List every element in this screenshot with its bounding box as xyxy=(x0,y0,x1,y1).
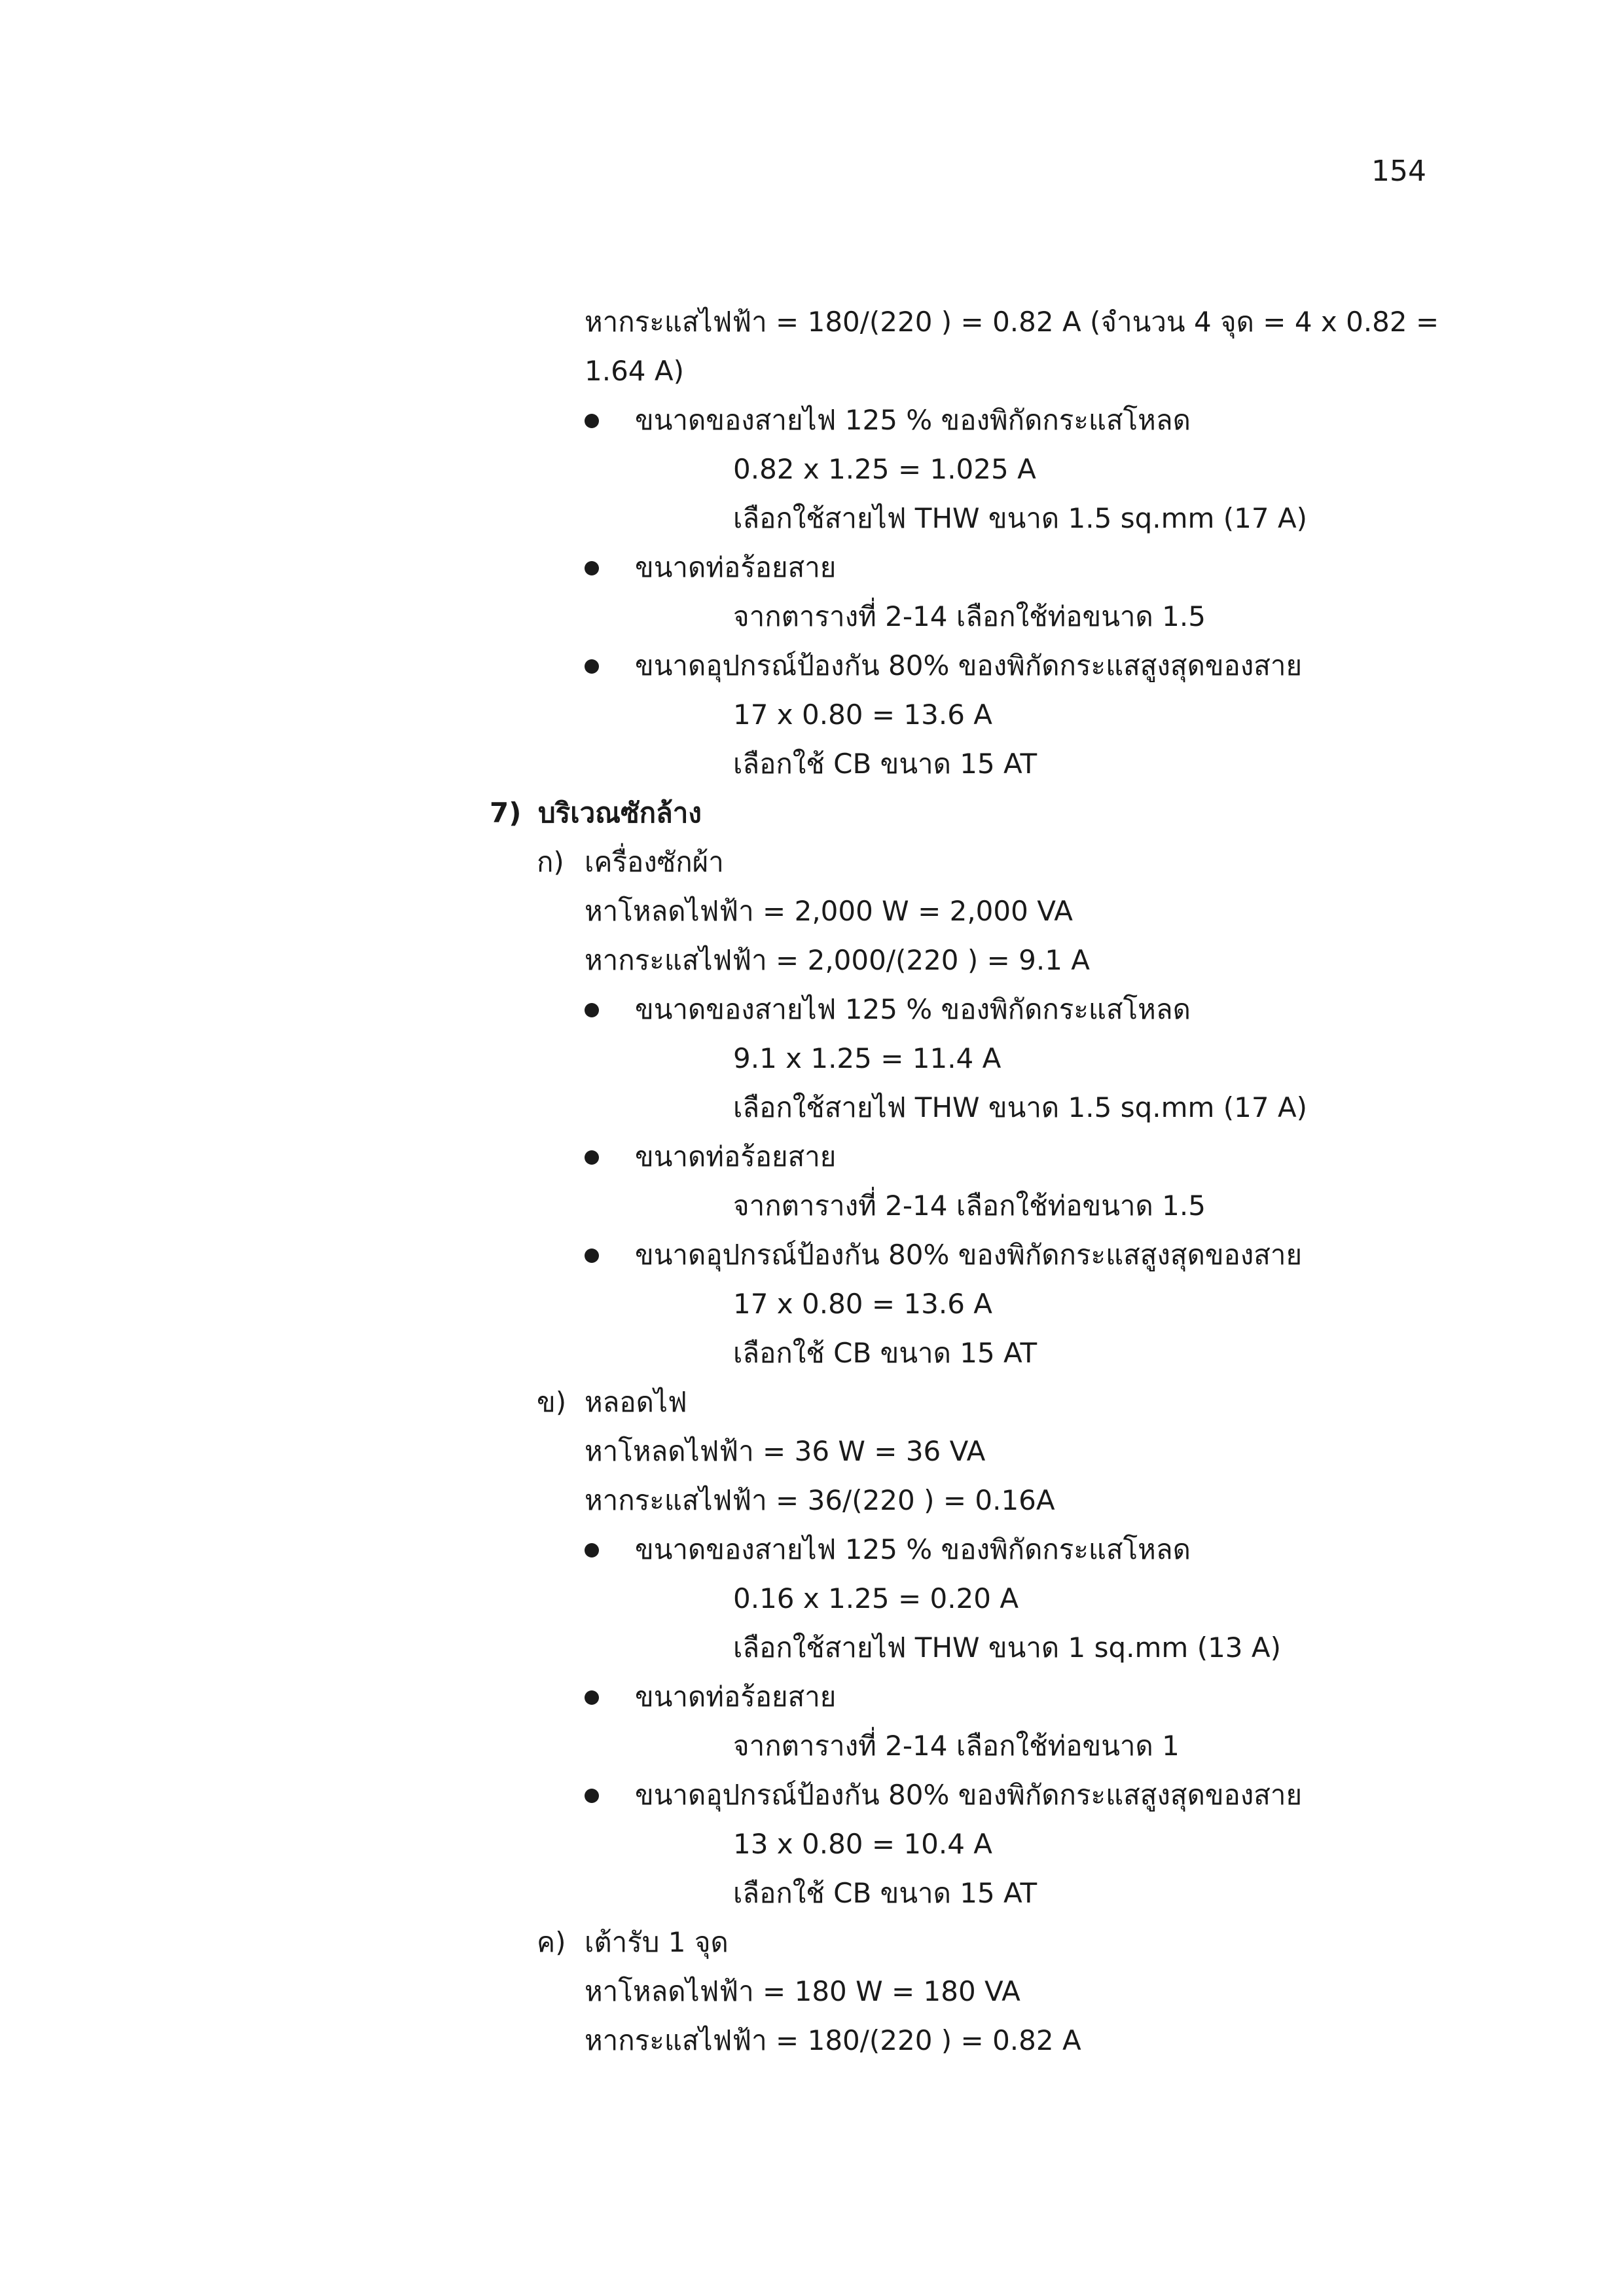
section-number: 7) xyxy=(490,797,522,829)
load-line: หาโหลดไฟฟ้า = 2,000 W = 2,000 VA xyxy=(585,895,1073,927)
calc-line: จากตารางที่ 2-14 เลือกใช้ท่อขนาด 1.5 xyxy=(733,600,1206,632)
calc-line: จากตารางที่ 2-14 เลือกใช้ท่อขนาด 1.5 xyxy=(733,1190,1206,1222)
calc-line: 9.1 x 1.25 = 11.4 A xyxy=(733,1042,1001,1074)
selection-line: เลือกใช้สายไฟ THW ขนาด 1.5 sq.mm (17 A) xyxy=(733,1091,1308,1123)
bullet-icon xyxy=(585,659,599,674)
sub-marker: ค) xyxy=(537,1926,566,1958)
bullet-title: ขนาดของสายไฟ 125 % ของพิกัดกระแสโหลด xyxy=(635,1533,1191,1565)
bullet-icon xyxy=(585,1543,599,1558)
bullet-icon xyxy=(585,561,599,575)
selection-line: เลือกใช้ CB ขนาด 15 AT xyxy=(733,1877,1038,1909)
selection-line: เลือกใช้ CB ขนาด 15 AT xyxy=(733,748,1038,780)
calc-line: 13 x 0.80 = 10.4 A xyxy=(733,1828,993,1860)
sub-marker: ก) xyxy=(537,846,564,878)
calc-line: 17 x 0.80 = 13.6 A xyxy=(733,1288,993,1320)
selection-line: เลือกใช้สายไฟ THW ขนาด 1.5 sq.mm (17 A) xyxy=(733,502,1308,534)
bullet-title: ขนาดท่อร้อยสาย xyxy=(635,1140,837,1173)
bullet-title: ขนาดของสายไฟ 125 % ของพิกัดกระแสโหลด xyxy=(635,404,1191,436)
bullet-title: ขนาดท่อร้อยสาย xyxy=(635,551,837,583)
load-line: หาโหลดไฟฟ้า = 180 W = 180 VA xyxy=(585,1975,1020,2007)
bullet-title: ขนาดของสายไฟ 125 % ของพิกัดกระแสโหลด xyxy=(635,993,1191,1025)
bullet-title: ขนาดอุปกรณ์ป้องกัน 80% ของพิกัดกระแสสูงสุดของสาย xyxy=(635,1779,1303,1811)
sub-marker: ข) xyxy=(537,1386,567,1418)
top-current-line: หากระแสไฟฟ้า = 180/(220 ) = 0.82 A (จำนวน 4 จุด = 4 x 0.82 = xyxy=(585,306,1439,338)
bullet-icon xyxy=(585,1003,599,1017)
bullet-icon xyxy=(585,414,599,428)
calc-line: 17 x 0.80 = 13.6 A xyxy=(733,699,993,731)
top-current-line-cont: 1.64 A) xyxy=(585,355,684,387)
section-title: บริเวณซักล้าง xyxy=(538,797,702,829)
bullet-icon xyxy=(585,1789,599,1803)
current-line: หากระแสไฟฟ้า = 180/(220 ) = 0.82 A xyxy=(585,2024,1081,2056)
sub-title: หลอดไฟ xyxy=(585,1386,687,1418)
bullet-title: ขนาดอุปกรณ์ป้องกัน 80% ของพิกัดกระแสสูงสุดของสาย xyxy=(635,1239,1303,1271)
selection-line: เลือกใช้ CB ขนาด 15 AT xyxy=(733,1337,1038,1369)
sub-title: เต้ารับ 1 จุด xyxy=(585,1926,729,1958)
bullet-title: ขนาดท่อร้อยสาย xyxy=(635,1681,837,1713)
calc-line: 0.82 x 1.25 = 1.025 A xyxy=(733,453,1036,485)
current-line: หากระแสไฟฟ้า = 2,000/(220 ) = 9.1 A xyxy=(585,944,1091,976)
current-line: หากระแสไฟฟ้า = 36/(220 ) = 0.16A xyxy=(585,1484,1055,1516)
calc-line: 0.16 x 1.25 = 0.20 A xyxy=(733,1582,1019,1614)
page-number: 154 xyxy=(1371,155,1426,188)
bullet-title: ขนาดอุปกรณ์ป้องกัน 80% ของพิกัดกระแสสูงสุดของสาย xyxy=(635,649,1303,682)
load-line: หาโหลดไฟฟ้า = 36 W = 36 VA xyxy=(585,1435,986,1467)
selection-line: เลือกใช้สายไฟ THW ขนาด 1 sq.mm (13 A) xyxy=(733,1631,1281,1664)
calc-line: จากตารางที่ 2-14 เลือกใช้ท่อขนาด 1 xyxy=(733,1730,1180,1762)
sub-title: เครื่องซักผ้า xyxy=(585,846,724,878)
bullet-icon xyxy=(585,1150,599,1165)
bullet-icon xyxy=(585,1690,599,1705)
bullet-icon xyxy=(585,1248,599,1263)
